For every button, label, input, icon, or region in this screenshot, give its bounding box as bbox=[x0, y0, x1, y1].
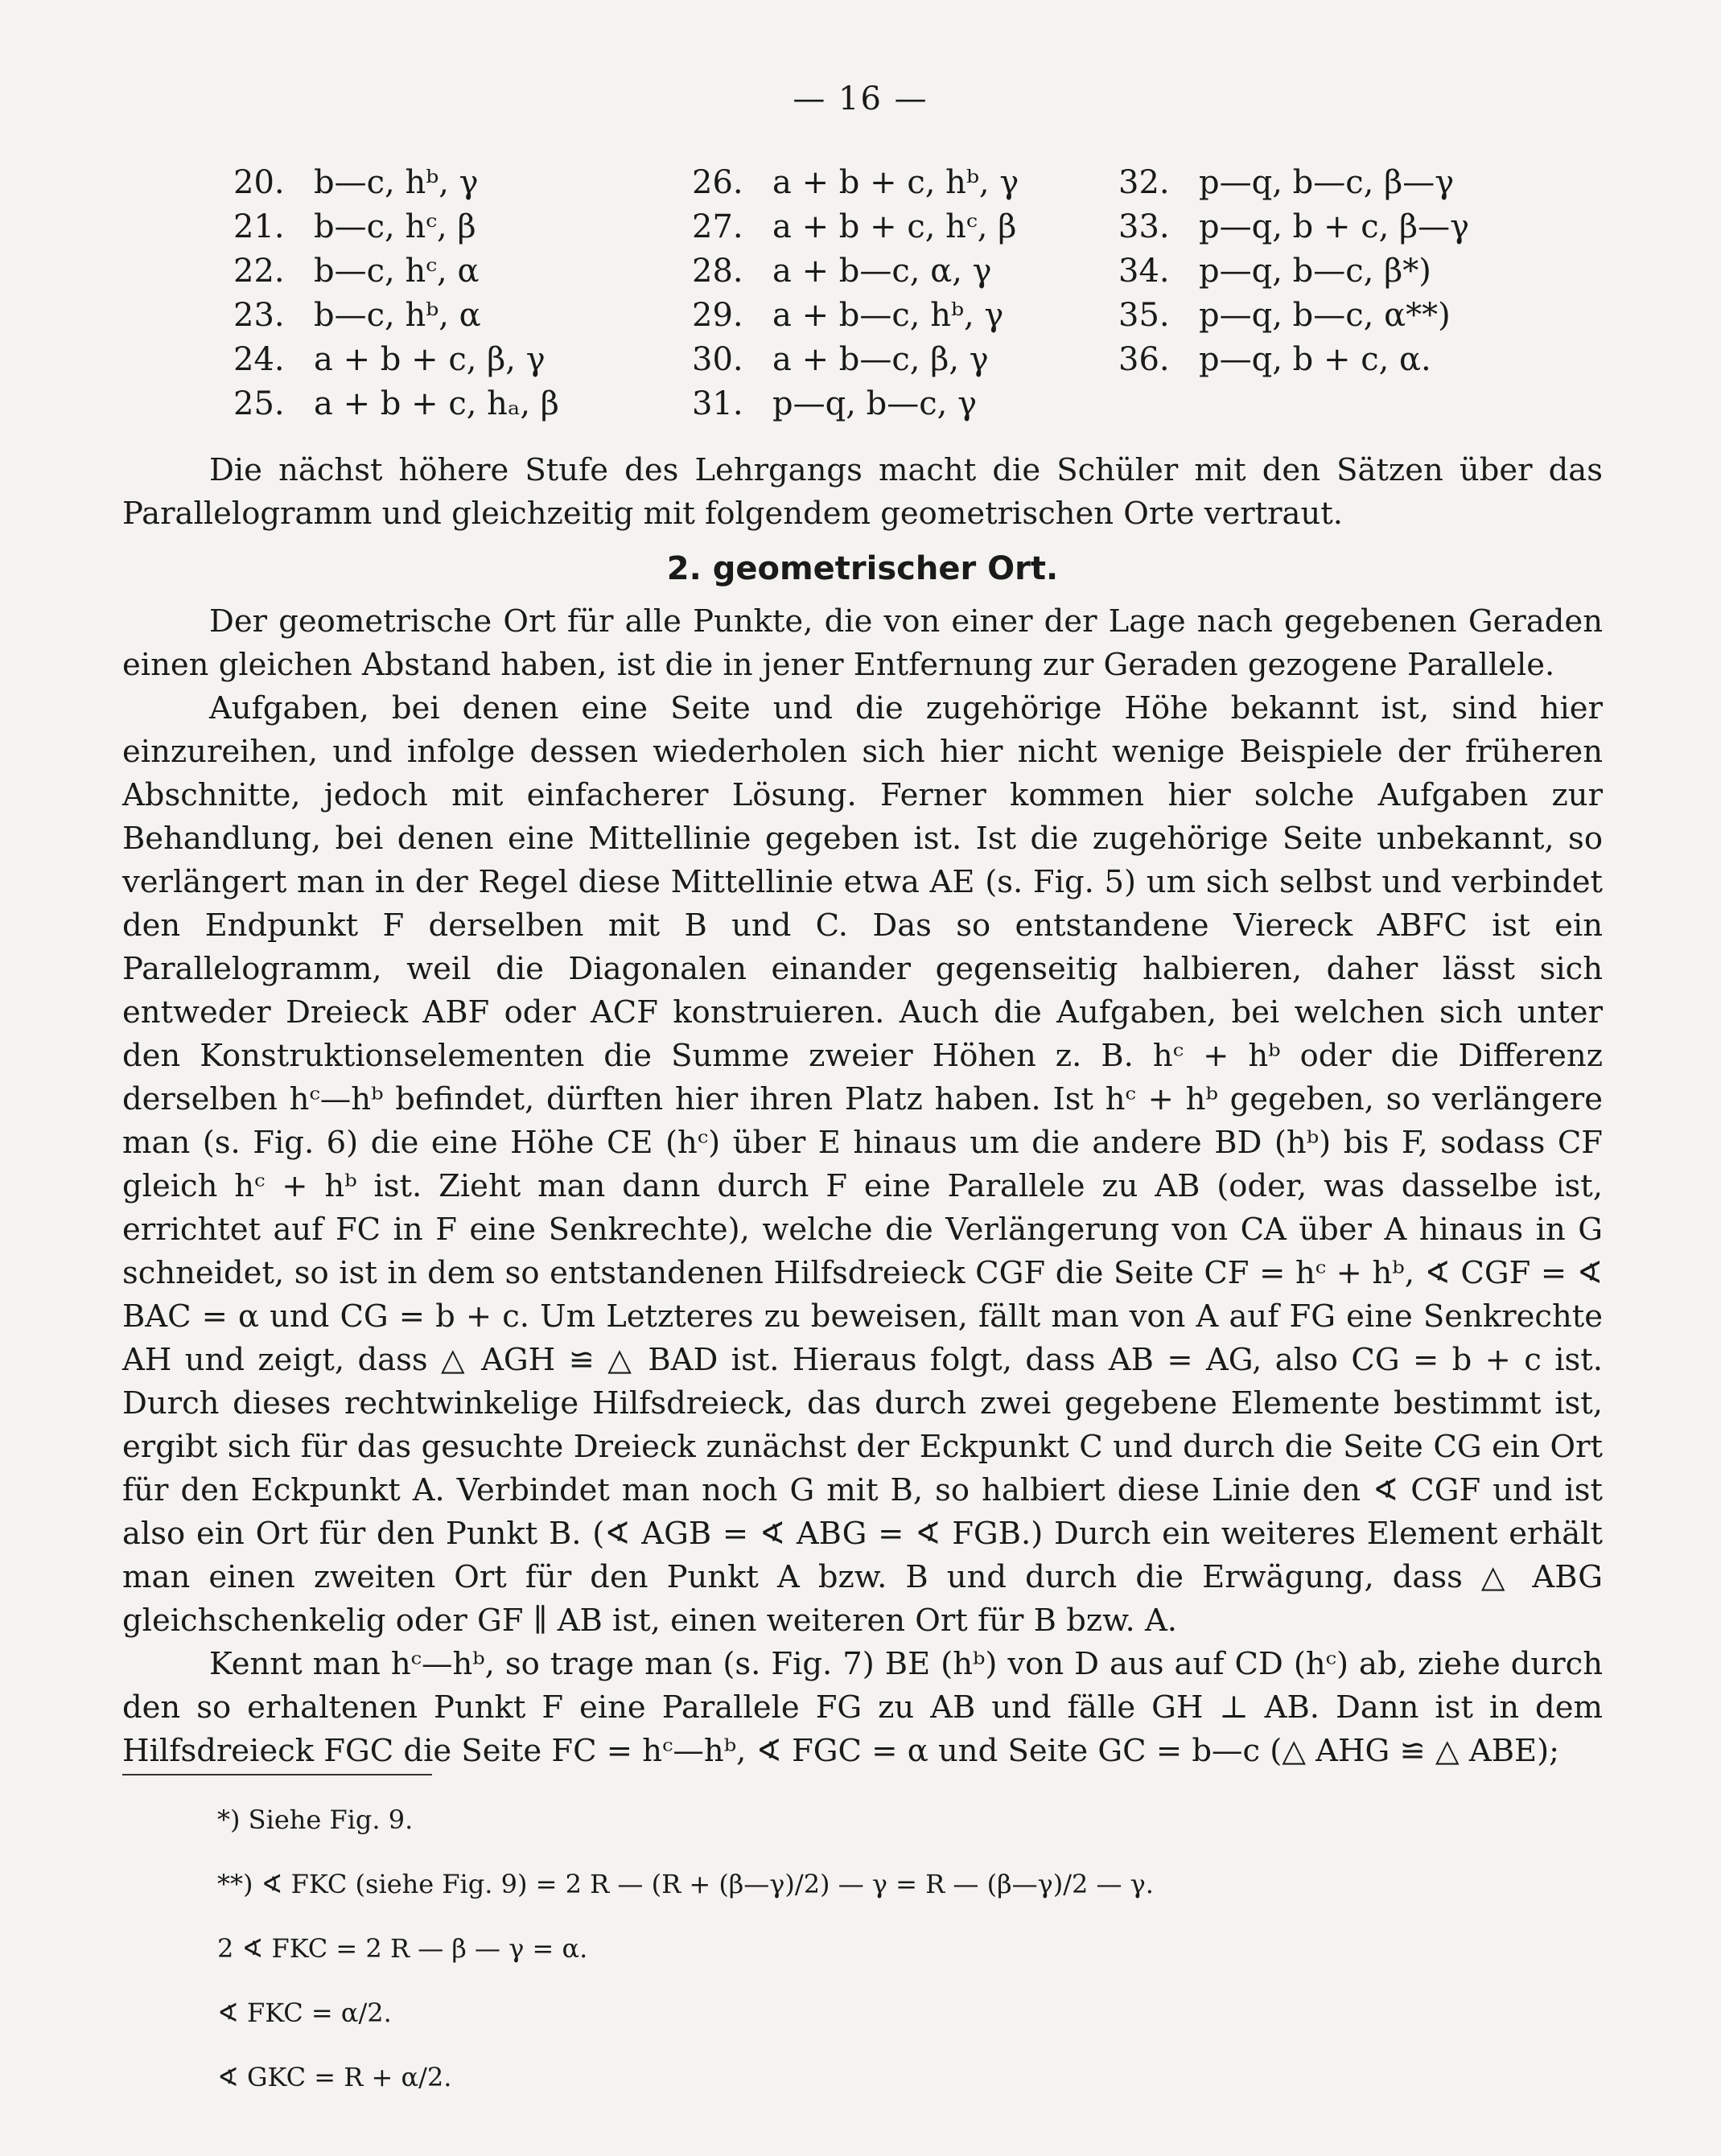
exercise-row bbox=[233, 205, 1601, 249]
footnote: ∢ FKC = α/2. bbox=[217, 1998, 392, 2028]
exercise-number: 31. bbox=[692, 385, 743, 422]
exercise-elements: a + b + c, hₐ, β bbox=[314, 385, 559, 422]
exercise-elements: p—q, b—c, β—γ bbox=[1199, 164, 1455, 201]
exercise-row bbox=[233, 338, 1601, 382]
exercise-elements: a + b + c, β, γ bbox=[314, 341, 546, 378]
exercise-number: 20. bbox=[233, 164, 285, 201]
body-text bbox=[122, 449, 1603, 1773]
exercise-elements: a + b + c, hᶜ, β bbox=[772, 208, 1017, 245]
exercise-elements: a + b—c, α, γ bbox=[772, 253, 992, 290]
footnotes bbox=[217, 1788, 1154, 2109]
exercise-elements: a + b—c, hᵇ, γ bbox=[772, 297, 1004, 334]
exercise-row bbox=[233, 382, 1601, 426]
exercise-number: 27. bbox=[692, 208, 743, 245]
exercise-number: 21. bbox=[233, 208, 285, 245]
exercise-number: 35. bbox=[1118, 297, 1170, 334]
paragraph: Kennt man hᶜ—hᵇ, so trage man (s. Fig. 7) BE (hᵇ) von D aus auf CD (hᶜ) ab, ziehe durch den so erhaltenen Punkt F eine Parallele FG zu AB und fälle GH ⊥ AB. Dann ist in dem Hilfsdreieck FGC die Seite FC = hᶜ—hᵇ, ∢ FGC = α und Seite GC = b—c (△ AHG ≌ △ ABE); bbox=[122, 1646, 1603, 1769]
exercise-elements: a + b—c, β, γ bbox=[772, 341, 989, 378]
paragraph: Der geometrische Ort für alle Punkte, die von einer der Lage nach gegebenen Geraden einen gleichen Abstand haben, ist die in jener Entfernung zur Geraden gezogene Parallele. bbox=[122, 603, 1603, 683]
exercise-elements: p—q, b—c, γ bbox=[772, 385, 977, 422]
page-number: — 16 — bbox=[793, 80, 928, 117]
exercise-number: 22. bbox=[233, 253, 285, 290]
exercise-number: 29. bbox=[692, 297, 743, 334]
exercise-number bbox=[1118, 382, 1199, 426]
exercise-number: 28. bbox=[692, 253, 743, 290]
footnote: 2 ∢ FKC = 2 R — β — γ = α. bbox=[217, 1933, 588, 1964]
exercise-elements: b—c, hᶜ, α bbox=[314, 253, 480, 290]
exercise-row bbox=[233, 249, 1601, 294]
exercise-number: 26. bbox=[692, 164, 743, 201]
footnote: ∢ GKC = R + α/2. bbox=[217, 2062, 452, 2092]
intro-paragraph: Die nächst höhere Stufe des Lehrgangs macht die Schüler mit den Sätzen über das Parallelogramm und gleichzeitig mit folgendem geometrischen Orte vertraut. bbox=[122, 452, 1603, 532]
footnote-divider bbox=[122, 1774, 432, 1775]
exercise-number: 34. bbox=[1118, 253, 1170, 290]
exercise-elements: b—c, hᵇ, α bbox=[314, 297, 481, 334]
exercise-number: 36. bbox=[1118, 341, 1170, 378]
exercise-number: 32. bbox=[1118, 164, 1170, 201]
exercise-number: 23. bbox=[233, 297, 285, 334]
exercise-elements: p—q, b + c, α. bbox=[1199, 341, 1431, 378]
exercise-number: 33. bbox=[1118, 208, 1170, 245]
exercise-elements: b—c, hᵇ, γ bbox=[314, 164, 479, 201]
exercise-elements: p—q, b + c, β—γ bbox=[1199, 208, 1470, 245]
exercise-number: 25. bbox=[233, 385, 285, 422]
paragraph: Aufgaben, bei denen eine Seite und die zugehörige Höhe bekannt ist, sind hier einzureihen, und infolge dessen wiederholen sich hier nicht wenige Beispiele der früheren Abschnitte, jedoch mit einfacherer Lösung. Ferner kommen hier solche Aufgaben zur Behandlung, bei denen eine Mittellinie gegeben ist. Ist die zugehörige Seite unbekannt, so verlängert man in der Regel diese Mittellinie etwa AE (s. Fig. 5) um sich selbst und verbindet den Endpunkt F derselben mit B und C. Das so entstandene Viereck ABFC ist ein Parallelogramm, weil die Diagonalen einander gegenseitig halbieren, daher lässt sich entweder Dreieck ABF oder ACF konstruieren. Auch die Aufgaben, bei welchen sich unter den Konstruktionselementen die Summe zweier Höhen z. B. hᶜ + hᵇ oder die Differenz derselben hᶜ—hᵇ befindet, dürften hier ihren Platz haben. Ist hᶜ + hᵇ gegeben, so verlängere man (s. Fig. 6) die eine Höhe CE (hᶜ) über E hinaus um die andere BD (hᵇ) bis F, sodass CF gleich hᶜ + hᵇ ist. Zieht man dann durch F eine Parallele zu AB (oder, was dasselbe ist, errichtet auf FC in F eine Senkrechte), welche die Verlängerung von CA über A hinaus in G schneidet, so ist in dem so entstandenen Hilfsdreieck CGF die Seite CF = hᶜ + hᵇ, ∢ CGF = ∢ BAC = α und CG = b + c. Um Letzteres zu beweisen, fällt man von A auf FG eine Senkrechte AH und zeigt, dass △ AGH ≌ △ BAD ist. Hieraus folgt, dass AB = AG, also CG = b + c ist. Durch dieses rechtwinkelige Hilfsdreieck, das durch zwei gegebene Elemente bestimmt ist, ergibt sich für das gesuchte Dreieck zunächst der Eckpunkt C und durch die Seite CG ein Ort für den Eckpunkt A. Verbindet man noch G mit B, so halbiert diese Linie den ∢ CGF und ist also ein Ort für den Punkt B. (∢ AGB = ∢ ABG = ∢ FGB.) Durch ein weiteres Element erhält man einen zweiten Ort für den Punkt A bzw. B und durch die Erwägung, dass △ ABG gleichschenkelig oder GF ∥ AB ist, einen weiteren Ort für B bzw. A. bbox=[122, 690, 1603, 1639]
footnote: *) Siehe Fig. 9. bbox=[217, 1804, 414, 1835]
exercise-elements: p—q, b—c, α**) bbox=[1199, 297, 1451, 334]
footnote: **) ∢ FKC (siehe Fig. 9) = 2 R — (R + (β—γ)/2) — γ = R — (β—γ)/2 — γ. bbox=[217, 1869, 1154, 1899]
exercise-list bbox=[233, 161, 1601, 426]
exercise-row bbox=[233, 294, 1601, 338]
section-heading: 2. geometrischer Ort. bbox=[666, 550, 1059, 587]
exercise-elements: p—q, b—c, β*) bbox=[1199, 253, 1431, 290]
exercise-row bbox=[233, 161, 1601, 205]
exercise-number: 30. bbox=[692, 341, 743, 378]
exercise-elements: a + b + c, hᵇ, γ bbox=[772, 164, 1019, 201]
exercise-elements: b—c, hᶜ, β bbox=[314, 208, 476, 245]
exercise-number: 24. bbox=[233, 341, 285, 378]
